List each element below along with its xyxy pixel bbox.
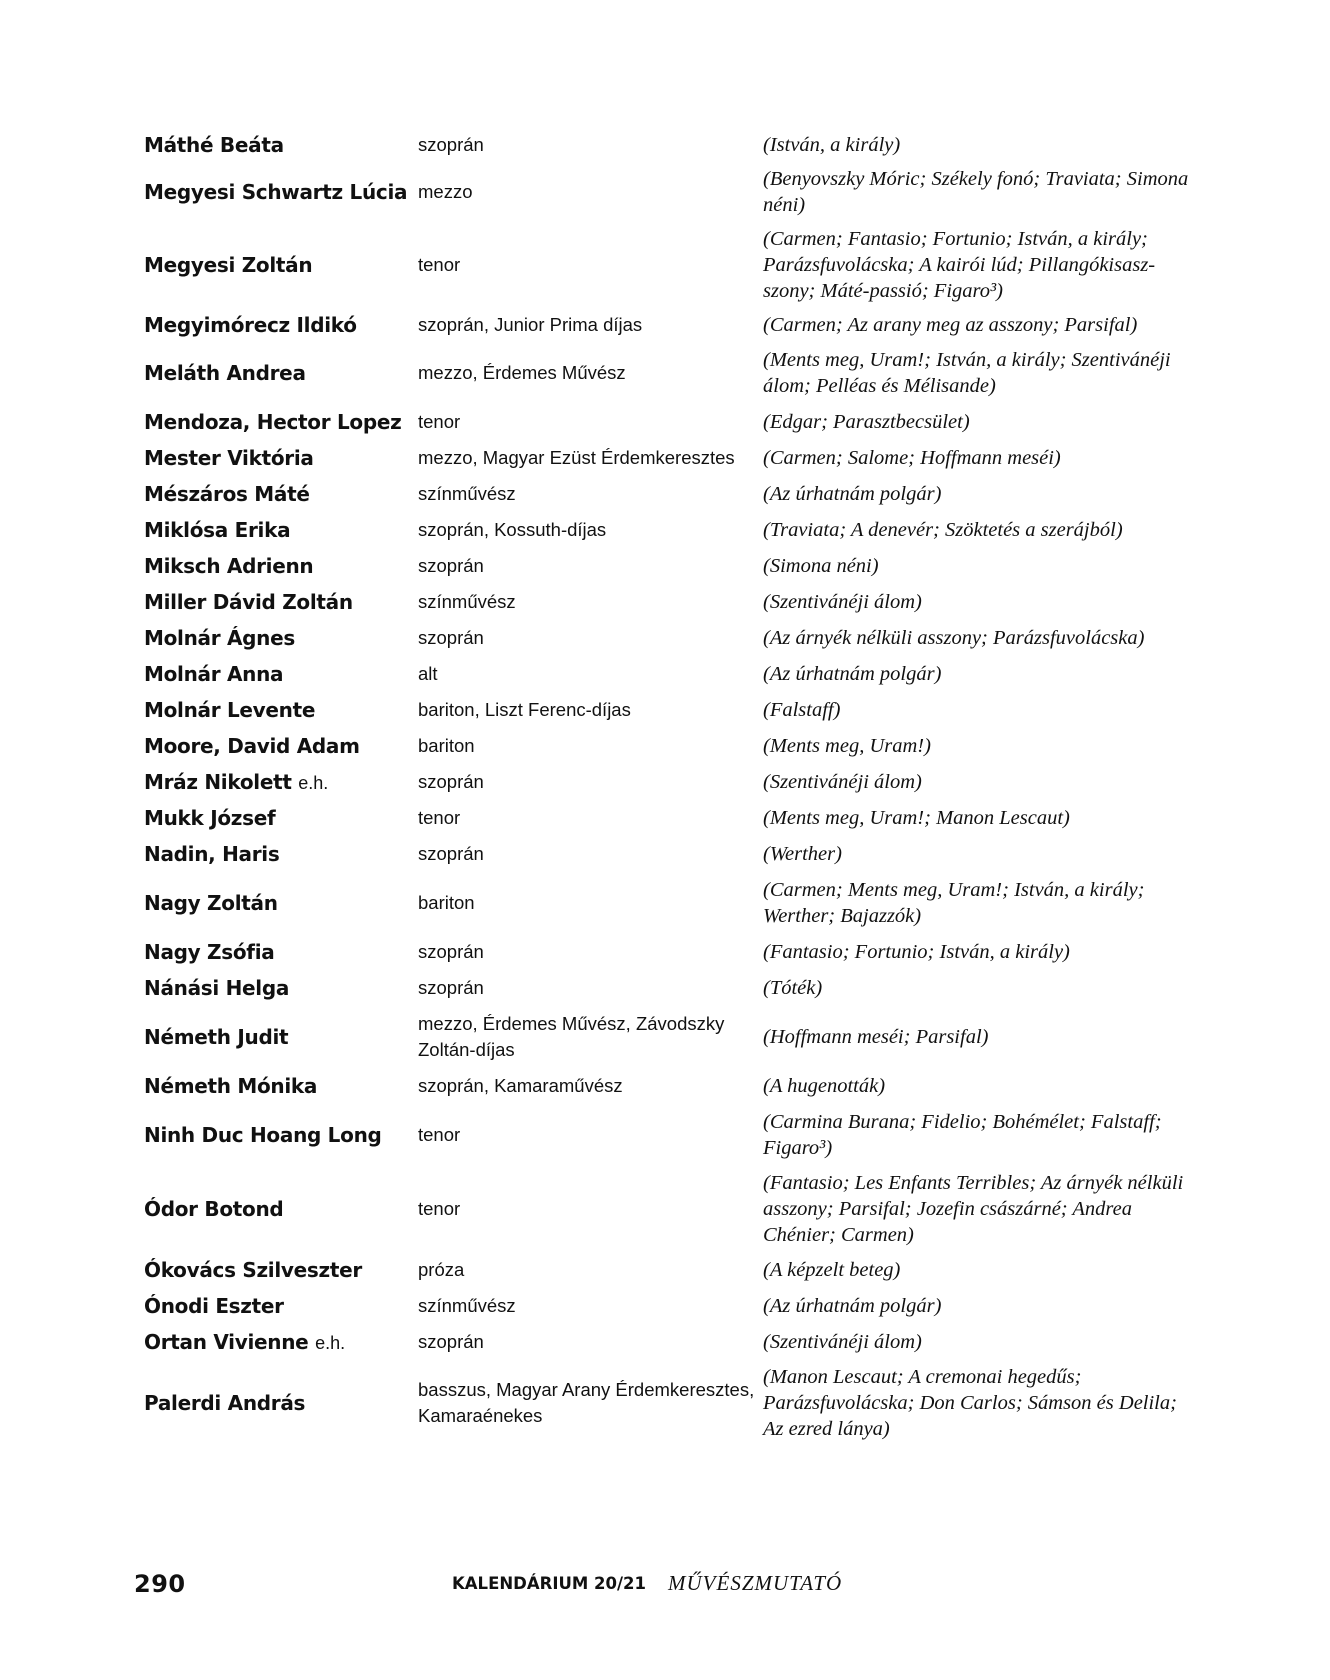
artist-productions: (Szentivánéji álom): [763, 591, 922, 613]
section-title: MŰVÉSZMUTATÓ: [668, 1571, 843, 1595]
artist-name: Molnár Anna: [144, 662, 284, 686]
artist-name: Moore, David Adam: [144, 734, 360, 758]
artist-role: tenor: [418, 254, 461, 275]
artist-name: Ónodi Eszter: [144, 1294, 284, 1318]
artist-name: Ninh Duc Hoang Long: [144, 1123, 382, 1147]
artist-name: Németh Judit: [144, 1025, 289, 1049]
list-item: [144, 342, 1204, 404]
page-footer: [0, 1570, 1330, 1600]
artist-role: szoprán: [418, 1331, 484, 1352]
list-item: [144, 476, 1204, 512]
list-item: [144, 1288, 1204, 1324]
guest-artist-mark: e.h.: [315, 1333, 346, 1353]
artist-productions: (Szentivánéji álom): [763, 1331, 922, 1353]
list-item: [144, 1252, 1204, 1288]
list-item: [144, 222, 1204, 308]
artist-productions: (Fantasio; Fortunio; István, a király): [763, 941, 1070, 963]
artist-name: Nánási Helga: [144, 976, 290, 1000]
artist-name: Ókovács Szilveszter: [144, 1258, 362, 1282]
artist-name: Máthé Beáta: [144, 133, 284, 157]
list-item: [144, 548, 1204, 584]
list-item: [144, 1360, 1204, 1446]
artist-productions: (Benyovszky Móric; Székely fonó; Traviata; Simona néni): [763, 168, 1189, 216]
artist-role: szoprán: [418, 977, 484, 998]
artist-role: színművész: [418, 483, 516, 504]
list-item: [144, 1006, 1204, 1068]
artist-productions: (Carmen; Ments meg, Uram!; István, a király; Werther; Bajazzók): [763, 879, 1145, 927]
artist-role: bariton: [418, 735, 475, 756]
artist-name: Megyimórecz Ildikó: [144, 313, 357, 337]
artist-role: szoprán: [418, 627, 484, 648]
artist-name: Ódor Botond: [144, 1197, 284, 1221]
artist-productions: (Az árnyék nélküli asszony; Parázsfuvolácska): [763, 627, 1145, 649]
artist-productions: (Manon Lescaut; A cremonai hegedűs; Parázsfuvolácska; Don Carlos; Sámson és Delila; Az ezred lánya): [763, 1366, 1177, 1440]
artist-productions: (Az úrhatnám polgár): [763, 663, 942, 685]
artist-role: alt: [418, 663, 438, 684]
artist-name: Molnár Levente: [144, 698, 316, 722]
list-item: [144, 1324, 1204, 1360]
artist-productions: (Edgar; Parasztbecsület): [763, 411, 970, 433]
artist-role: mezzo: [418, 181, 473, 202]
artist-productions: (Az úrhatnám polgár): [763, 483, 942, 505]
page-number: 290: [134, 1570, 186, 1598]
artist-role: szoprán, Kamaraművész: [418, 1075, 623, 1096]
artist-role: szoprán: [418, 771, 484, 792]
artist-role: basszus, Magyar Arany Érdemkeresztes, Kamaraénekes: [418, 1379, 755, 1426]
list-item: [144, 728, 1204, 764]
artist-name: Nagy Zoltán: [144, 891, 278, 915]
artist-productions: (Tóték): [763, 977, 823, 999]
artist-productions: (István, a király): [763, 134, 901, 156]
artist-name: Mendoza, Hector Lopez: [144, 410, 402, 434]
artist-role: szoprán, Kossuth-díjas: [418, 519, 607, 540]
artist-name: Ortan Vivienne e.h.: [144, 1330, 346, 1354]
list-item: [144, 934, 1204, 970]
list-item: [144, 1104, 1204, 1166]
list-item: [144, 512, 1204, 548]
list-item: [144, 440, 1204, 476]
list-item: [144, 128, 1204, 162]
artist-role: bariton: [418, 892, 475, 913]
artist-role: színművész: [418, 591, 516, 612]
artist-name: Mráz Nikolett e.h.: [144, 770, 329, 794]
artist-productions: (Szentivánéji álom): [763, 771, 922, 793]
guest-artist-mark: e.h.: [298, 773, 329, 793]
artist-productions: (Werther): [763, 843, 842, 865]
artist-role: bariton, Liszt Ferenc-díjas: [418, 699, 631, 720]
list-item: [144, 162, 1204, 222]
artist-name: Miksch Adrienn: [144, 554, 314, 578]
artist-productions: (Ments meg, Uram!; István, a király; Szentivánéji álom; Pelléas és Mélisande): [763, 349, 1171, 397]
artist-name: Meláth Andrea: [144, 361, 306, 385]
artist-role: tenor: [418, 807, 461, 828]
artist-role: mezzo, Érdemes Művész: [418, 362, 626, 383]
artist-role: tenor: [418, 1124, 461, 1145]
artist-productions: (Fantasio; Les Enfants Terribles; Az árnyék nélküli asszony; Parsifal; Jozefin császárné; Andrea Chénier; Carmen): [763, 1172, 1184, 1246]
artist-role: szoprán: [418, 843, 484, 864]
publication-title: KALENDÁRIUM 20/21: [452, 1574, 646, 1593]
list-item: [144, 620, 1204, 656]
artist-name: Mészáros Máté: [144, 482, 310, 506]
list-item: [144, 1068, 1204, 1104]
list-item: [144, 1166, 1204, 1252]
list-item: [144, 692, 1204, 728]
artist-productions: (Carmina Burana; Fidelio; Bohémélet; Falstaff; Figaro³): [763, 1111, 1162, 1159]
artist-productions: (Ments meg, Uram!; Manon Lescaut): [763, 807, 1070, 829]
artist-role: tenor: [418, 411, 461, 432]
list-item: [144, 764, 1204, 800]
artist-role: szoprán: [418, 941, 484, 962]
artist-name: Palerdi András: [144, 1391, 306, 1415]
artist-name: Németh Mónika: [144, 1074, 318, 1098]
artist-productions: (Carmen; Az arany meg az asszony; Parsifal): [763, 314, 1138, 336]
artist-name: Molnár Ágnes: [144, 626, 295, 650]
artist-name: Mester Viktória: [144, 446, 314, 470]
artist-role: mezzo, Érdemes Művész, Závodszky Zoltán-díjas: [418, 1013, 725, 1060]
artist-productions: (Falstaff): [763, 699, 841, 721]
artist-role: színművész: [418, 1295, 516, 1316]
artist-productions: (A képzelt beteg): [763, 1259, 901, 1281]
artist-productions: (A hugenották): [763, 1075, 886, 1097]
list-item: [144, 800, 1204, 836]
artist-index-list: [144, 128, 1204, 1446]
artist-role: mezzo, Magyar Ezüst Érdemkeresztes: [418, 447, 735, 468]
list-item: [144, 308, 1204, 342]
list-item: [144, 656, 1204, 692]
artist-name: Mukk József: [144, 806, 276, 830]
artist-productions: (Carmen; Fantasio; Fortunio; István, a király; Parázsfuvolácska; A kairói lúd; Pillangókisasz-szony; Máté-passió; Figaro³): [763, 228, 1156, 302]
list-item: [144, 970, 1204, 1006]
artist-name: Megyesi Schwartz Lúcia: [144, 180, 408, 204]
artist-role: szoprán: [418, 134, 484, 155]
artist-role: próza: [418, 1259, 465, 1280]
artist-name: Megyesi Zoltán: [144, 253, 313, 277]
artist-productions: (Ments meg, Uram!): [763, 735, 931, 757]
artist-productions: (Hoffmann meséi; Parsifal): [763, 1026, 989, 1048]
list-item: [144, 404, 1204, 440]
artist-productions: (Az úrhatnám polgár): [763, 1295, 942, 1317]
artist-name: Nagy Zsófia: [144, 940, 275, 964]
list-item: [144, 584, 1204, 620]
artist-role: szoprán, Junior Prima díjas: [418, 314, 643, 335]
artist-role: szoprán: [418, 555, 484, 576]
artist-role: tenor: [418, 1198, 461, 1219]
artist-productions: (Simona néni): [763, 555, 879, 577]
artist-productions: (Traviata; A denevér; Szöktetés a szerájból): [763, 519, 1123, 541]
artist-productions: (Carmen; Salome; Hoffmann meséi): [763, 447, 1061, 469]
artist-name: Miller Dávid Zoltán: [144, 590, 353, 614]
list-item: [144, 836, 1204, 872]
list-item: [144, 872, 1204, 934]
artist-name: Nadin, Haris: [144, 842, 280, 866]
artist-name: Miklósa Erika: [144, 518, 291, 542]
